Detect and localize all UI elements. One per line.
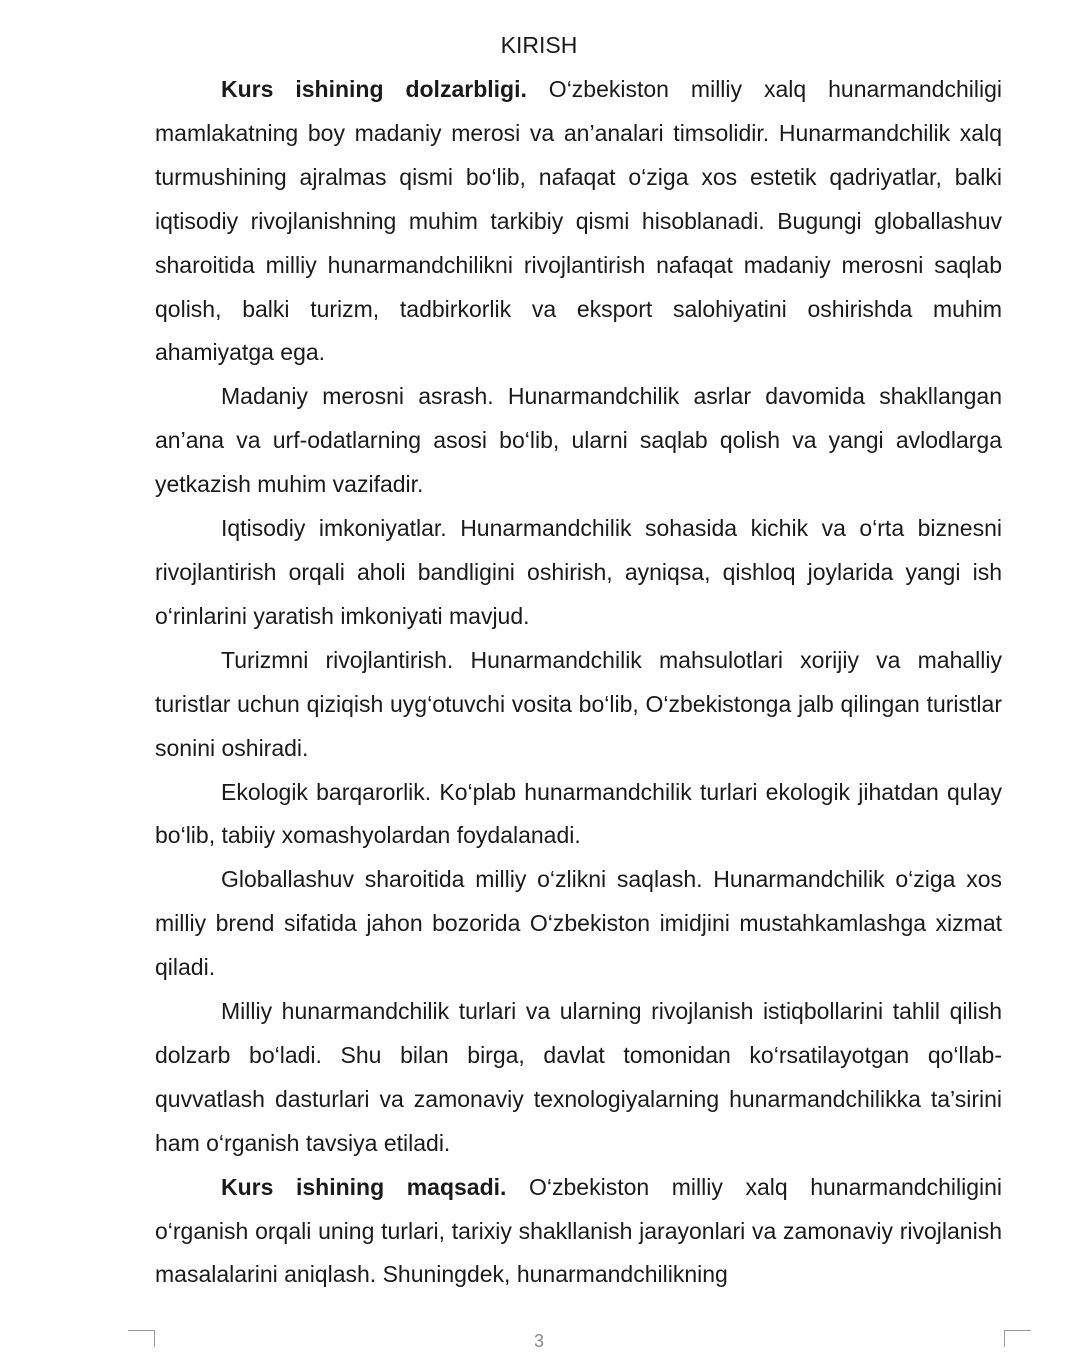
page-number: 3 [533, 1331, 544, 1351]
paragraph-identity [155, 858, 1002, 990]
document-body [155, 68, 1002, 1297]
paragraph-text: Ekologik barqarorlik. Ko‘plab hunarmandchilik turlari ekologik jihatdan qulay bo‘lib, tabiiy xomashyolardan foydalanadi. [155, 778, 1002, 849]
paragraph-relevance [155, 68, 1002, 375]
paragraph-analysis [155, 990, 1002, 1166]
paragraph-ecology [155, 771, 1002, 859]
paragraph-text: O‘zbekiston milliy xalq hunarmandchiligi mamlakatning boy madaniy merosi va an’analari timsolidir. Hunarmandchilik xalq turmushining ajralmas qismi bo‘lib, nafaqat o‘ziga xos estetik qadriyatlar, balki iqtisodiy rivojlanishning muhim tarkibiy qismi hisoblanadi. Bugungi globallashuv sharoitida milliy hunarmandchilikni rivojlantirish nafaqat madaniy merosni saqlab qolish, balki turizm, tadbirkorlik va eksport salohiyatini oshirishda muhim ahamiyatga ega. [155, 76, 1002, 366]
paragraph-heritage [155, 375, 1002, 507]
paragraph-text: Globallashuv sharoitida milliy o‘zlikni saqlash. Hunarmandchilik o‘ziga xos milliy brend sifatida jahon bozorida O‘zbekiston imidjini mustahkamlashga xizmat qiladi. [155, 866, 1002, 981]
paragraph-heading: Kurs ishining dolzarbligi. [221, 76, 527, 102]
paragraph-economy [155, 507, 1002, 639]
paragraph-goal [155, 1166, 1002, 1298]
page-title: KIRISH [500, 32, 578, 58]
page-corner-mark-right [1004, 1330, 1031, 1347]
paragraph-tourism [155, 639, 1002, 771]
paragraph-text: Turizmni rivojlantirish. Hunarmandchilik mahsulotlari xorijiy va mahalliy turistlar uchun qiziqish uyg‘otuvchi vosita bo‘lib, O‘zbekistonga jalb qilingan turistlar sonini oshiradi. [155, 646, 1002, 761]
paragraph-text: Milliy hunarmandchilik turlari va ularning rivojlanish istiqbollarini tahlil qilish dolzarb bo‘ladi. Shu bilan birga, davlat tomonidan ko‘rsatilayotgan qo‘llab-quvvatlash dasturlari va zamonaviy texnologiyalarning hunarmandchilikka ta’sirini ham o‘rganish tavsiya etiladi. [155, 998, 1002, 1156]
paragraph-text: Madaniy merosni asrash. Hunarmandchilik asrlar davomida shakllangan an’ana va urf-odatlarning asosi bo‘lib, ularni saqlab qolish va yangi avlodlarga yetkazish muhim vazifadir. [155, 383, 1002, 498]
paragraph-text: Iqtisodiy imkoniyatlar. Hunarmandchilik sohasida kichik va o‘rta biznesni rivojlantirish orqali aholi bandligini oshirish, ayniqsa, qishloq joylarida yangi ish o‘rinlarini yaratish imkoniyati mavjud. [155, 515, 1002, 629]
paragraph-heading: Kurs ishining maqsadi. [221, 1173, 507, 1200]
paragraph-text: O‘zbekiston milliy xalq hunarmandchiligini o‘rganish orqali uning turlari, tarixiy shakllanish jarayonlari va zamonaviy rivojlanish masalalarini aniqlash. Shuningdek, hunarmandchilikning [155, 1173, 1002, 1288]
